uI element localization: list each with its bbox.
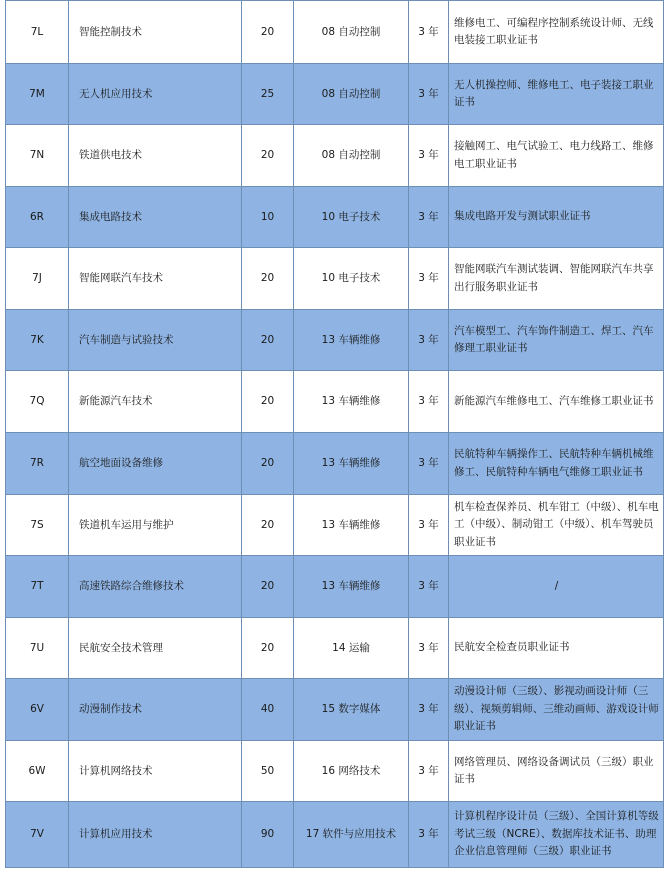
program-name-cell: 计算机应用技术: [69, 802, 242, 868]
program-code-cell: 6V: [6, 679, 69, 741]
program-category-cell: 13 车辆维修: [294, 433, 409, 495]
program-code-cell: 7N: [6, 125, 69, 187]
enrollment-count-cell: 25: [242, 64, 294, 125]
table-row: [6, 802, 664, 868]
enrollment-count-cell: 20: [242, 556, 294, 618]
study-years-cell: 3 年: [409, 64, 449, 125]
program-category-cell: 08 自动控制: [294, 64, 409, 125]
study-years-cell: 3 年: [409, 741, 449, 802]
enrollment-count-cell: 20: [242, 310, 294, 371]
program-category-cell: 15 数字媒体: [294, 679, 409, 741]
program-code-cell: 7R: [6, 433, 69, 495]
study-years-cell: 3 年: [409, 433, 449, 495]
certificates-cell: 维修电工、可编程序控制系统设计师、无线电装接工职业证书: [449, 1, 664, 64]
certificates-cell: 新能源汽车维修电工、汽车维修工职业证书: [449, 371, 664, 433]
table-row: [6, 248, 664, 310]
certificates-cell: 计算机程序设计员（三级）、全国计算机等级考试三级（NCRE）、数据库技术证书、助理企业信息管理师（三级）职业证书: [449, 802, 664, 868]
program-category-cell: 13 车辆维修: [294, 495, 409, 556]
table-row: [6, 125, 664, 187]
program-category-cell: 16 网络技术: [294, 741, 409, 802]
table-row: [6, 618, 664, 679]
program-category-cell: 10 电子技术: [294, 187, 409, 248]
program-category-cell: 13 车辆维修: [294, 371, 409, 433]
study-years-cell: 3 年: [409, 187, 449, 248]
program-name-cell: 计算机网络技术: [69, 741, 242, 802]
program-name-cell: 无人机应用技术: [69, 64, 242, 125]
program-code-cell: 7U: [6, 618, 69, 679]
certificates-cell: /: [449, 556, 664, 618]
program-code-cell: 6R: [6, 187, 69, 248]
certificates-cell: 民航安全检查员职业证书: [449, 618, 664, 679]
program-code-cell: 7K: [6, 310, 69, 371]
study-years-cell: 3 年: [409, 495, 449, 556]
program-category-cell: 10 电子技术: [294, 248, 409, 310]
enrollment-count-cell: 20: [242, 248, 294, 310]
study-years-cell: 3 年: [409, 1, 449, 64]
program-category-cell: 13 车辆维修: [294, 556, 409, 618]
study-years-cell: 3 年: [409, 310, 449, 371]
table-row: [6, 556, 664, 618]
program-code-cell: 7L: [6, 1, 69, 64]
certificates-cell: 汽车模型工、汽车饰件制造工、焊工、汽车修理工职业证书: [449, 310, 664, 371]
program-name-cell: 汽车制造与试验技术: [69, 310, 242, 371]
table-row: [6, 433, 664, 495]
program-name-cell: 动漫制作技术: [69, 679, 242, 741]
table-row: [6, 679, 664, 741]
program-category-cell: 08 自动控制: [294, 125, 409, 187]
program-name-cell: 集成电路技术: [69, 187, 242, 248]
table-row: [6, 741, 664, 802]
enrollment-count-cell: 20: [242, 618, 294, 679]
study-years-cell: 3 年: [409, 125, 449, 187]
enrollment-count-cell: 50: [242, 741, 294, 802]
program-code-cell: 7V: [6, 802, 69, 868]
program-name-cell: 民航安全技术管理: [69, 618, 242, 679]
certificates-cell: 接触网工、电气试验工、电力线路工、维修电工职业证书: [449, 125, 664, 187]
enrollment-count-cell: 10: [242, 187, 294, 248]
certificates-cell: 集成电路开发与测试职业证书: [449, 187, 664, 248]
certificates-cell: 智能网联汽车测试装调、智能网联汽车共享出行服务职业证书: [449, 248, 664, 310]
enrollment-count-cell: 20: [242, 125, 294, 187]
program-category-cell: 17 软件与应用技术: [294, 802, 409, 868]
program-name-cell: 高速铁路综合维修技术: [69, 556, 242, 618]
enrollment-count-cell: 20: [242, 1, 294, 64]
program-name-cell: 铁道机车运用与维护: [69, 495, 242, 556]
program-name-cell: 铁道供电技术: [69, 125, 242, 187]
enrollment-count-cell: 40: [242, 679, 294, 741]
certificates-cell: 网络管理员、网络设备调试员（三级）职业证书: [449, 741, 664, 802]
study-years-cell: 3 年: [409, 618, 449, 679]
program-name-cell: 智能网联汽车技术: [69, 248, 242, 310]
program-table-body: [6, 1, 664, 868]
table-row: [6, 187, 664, 248]
certificates-cell: 民航特种车辆操作工、民航特种车辆机械维修工、民航特种车辆电气维修工职业证书: [449, 433, 664, 495]
enrollment-count-cell: 90: [242, 802, 294, 868]
table-row: [6, 1, 664, 64]
program-code-cell: 7S: [6, 495, 69, 556]
program-category-cell: 13 车辆维修: [294, 310, 409, 371]
study-years-cell: 3 年: [409, 248, 449, 310]
certificates-cell: 无人机操控师、维修电工、电子装接工职业证书: [449, 64, 664, 125]
certificates-cell: 机车检查保养员、机车钳工（中级）、机车电工（中级）、制动钳工（中级）、机车驾驶员职业证书: [449, 495, 664, 556]
program-name-cell: 新能源汽车技术: [69, 371, 242, 433]
enrollment-count-cell: 20: [242, 495, 294, 556]
enrollment-count-cell: 20: [242, 433, 294, 495]
certificates-cell: 动漫设计师（三级）、影视动画设计师（三级）、视频剪辑师、三维动画师、游戏设计师职业证书: [449, 679, 664, 741]
program-code-cell: 7J: [6, 248, 69, 310]
program-code-cell: 6W: [6, 741, 69, 802]
program-code-cell: 7M: [6, 64, 69, 125]
study-years-cell: 3 年: [409, 679, 449, 741]
enrollment-count-cell: 20: [242, 371, 294, 433]
program-category-cell: 08 自动控制: [294, 1, 409, 64]
program-table: [5, 0, 664, 868]
program-name-cell: 航空地面设备维修: [69, 433, 242, 495]
program-code-cell: 7Q: [6, 371, 69, 433]
program-name-cell: 智能控制技术: [69, 1, 242, 64]
study-years-cell: 3 年: [409, 802, 449, 868]
table-row: [6, 371, 664, 433]
study-years-cell: 3 年: [409, 556, 449, 618]
program-code-cell: 7T: [6, 556, 69, 618]
program-category-cell: 14 运输: [294, 618, 409, 679]
table-row: [6, 495, 664, 556]
study-years-cell: 3 年: [409, 371, 449, 433]
table-row: [6, 64, 664, 125]
table-row: [6, 310, 664, 371]
